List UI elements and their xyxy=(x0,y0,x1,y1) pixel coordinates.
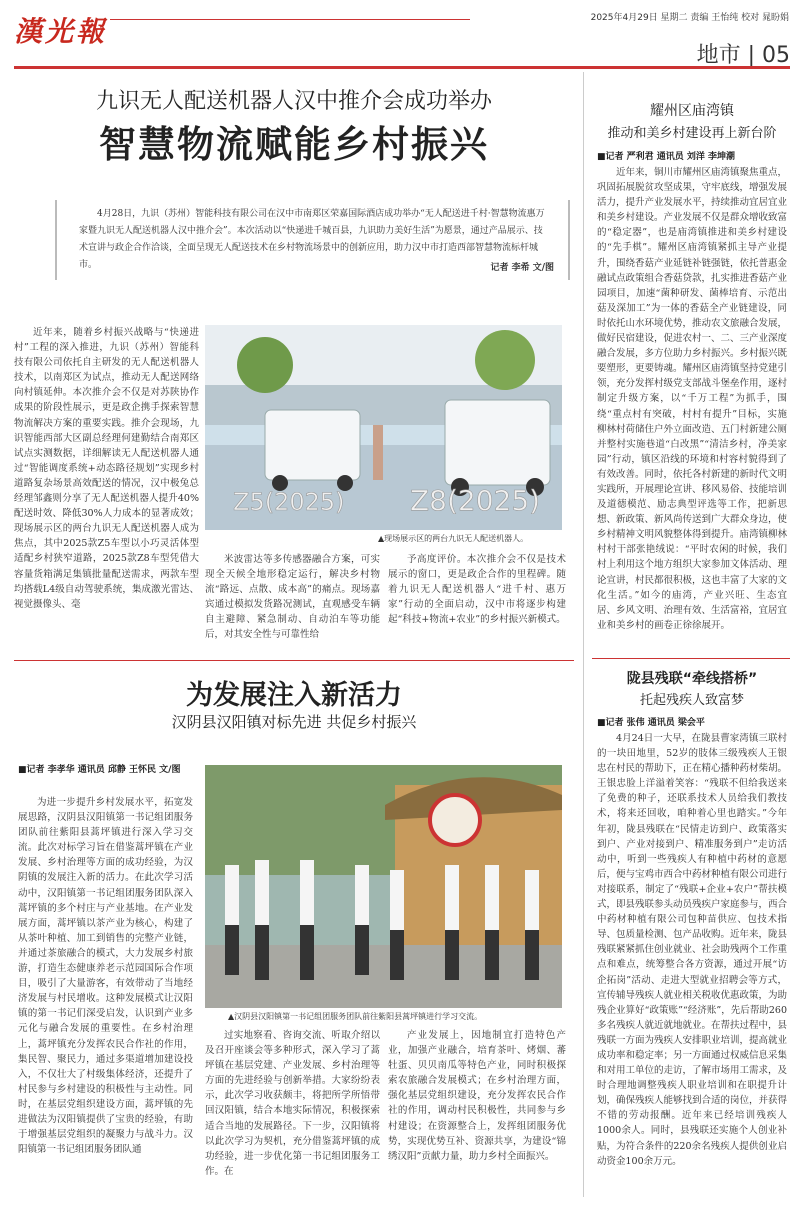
lead-byline: 记者 李希 文/图 xyxy=(490,263,554,273)
second-body-col2: 过实地察看、咨询交流、听取介绍以及召开座谈会等多种形式，深入学习了蒿坪镇在基层党建、产业发展、乡村治理等方面的先进经验与创新举措。大家纷纷表示，此次学习收获颇丰，将把所学所悟带回汉阳镇，结合本地实际情况，积极探索适合当地的发展路径。下一步，汉阳镇将以此次学习为契机，充分借鉴蒿坪镇的成功经验，进一步优化第一书记组团服务工作。在 xyxy=(205,1030,380,1177)
dateline: 2025年4月29日 星期二 责编 王怡纯 校对 晁盼娟 xyxy=(590,13,789,23)
group-visit-illustration xyxy=(205,765,562,1008)
lead-body-col2: 米波雷达等多传感器融合方案，可实现全天候全地形稳定运行，解决乡村物流“路远、点散、成本高”的痛点。现场嘉宾通过模拟发货路况测试，直观感受车辆自主避障、紧急制动、自动泊车等功能后，对其安全性与可靠性给 xyxy=(205,554,380,641)
lead-title-1: 九识无人配送机器人汉中推介会成功举办 xyxy=(95,89,492,114)
second-body-col3: 产业发展上，因地制宜打造特色产业，加强产业融合，培育茶叶、烤烟、蕃牡蛋、贝贝南瓜等特色产业，同时积极探索农旅融合发展模式；在乡村治理方面，强化基层党组织建设，充分发挥农民合作社的作用，调动村民积极性，共同参与乡村建设；在资源整合上，发挥组团服务优势，实现优势互补、资源共享，为建设“锦绣汉阳”贡献力量，助力乡村全面振兴。 xyxy=(388,1030,566,1162)
right1-title-1: 耀州区庙湾镇 xyxy=(650,103,734,119)
header-rule xyxy=(110,19,470,20)
robot-vehicles-illustration xyxy=(205,325,562,530)
lead-photo xyxy=(205,325,562,530)
right-divider xyxy=(592,658,790,659)
right1-title-2: 推动和美乡村建设再上新台阶 xyxy=(607,126,777,141)
second-photo-caption: ▲汉阴县汉阳镇第一书记组团服务团队前往紫阳县蒿坪镇进行学习交流。 xyxy=(228,1012,483,1021)
column-rule xyxy=(583,72,584,1197)
section-divider xyxy=(14,660,574,661)
lead-photo-caption: ▲现场展示区的两台九识无人配送机器人。 xyxy=(378,534,529,543)
right2-title-2: 托起残疾人致富梦 xyxy=(639,693,744,708)
section-label: 地市 | 05 xyxy=(696,43,790,68)
second-byline: ■记者 李孝华 通讯员 邱静 王怀民 文/图 xyxy=(18,765,181,775)
right2-byline: ■记者 张伟 通讯员 梁会平 xyxy=(597,718,705,728)
top-rule xyxy=(14,66,790,69)
lead-title-2: 智慧物流赋能乡村振兴 xyxy=(99,123,489,166)
right1-byline: ■记者 严利君 通讯员 刘洋 李坤潮 xyxy=(597,152,736,162)
second-body-col1: 为进一步提升乡村发展水平，拓宽发展思路，汉阴县汉阳镇第一书记组团服务团队前往紫阳县蒿坪镇进行深入学习交流。此次对标学习旨在借鉴蒿坪镇在产业发展、乡村治理等方面的成功经验，为汉阴镇的发展注入新的活力。在此次学习活动中，汉阳镇第一书记组团服务团队深入蒿坪镇的多个村庄与产业基地。在产业发展方面，蒿坪镇以茶产业为核心，构建了从茶叶种植、加工到销售的完整产业链，并通过茶旅融合的模式，大力发展乡村旅游，打造生态健康养老示范园国际合作项目，吸引了大量游客，有效带动了当地经济发展与村民增收。这种发展模式让汉阳镇的第一书记们深受启发，认识到产业多元化与融合发展的重要性。在乡村治理上，蒿坪镇充分发挥农民合作社的作用，集民智、聚民力，通过多渠道增加建设投入，不仅壮大了村级集体经济，还提升了村民参与乡村建设的积极性与主动性。同时，在基层党组织建设方面，蒿坪镇的先进做法为汉阳镇提供了宝贵的经验，有助于增强基层党组织的凝聚力与战斗力。汉阳镇第一书记组团服务团队通 xyxy=(18,797,193,1156)
lead-summary: 4月28日，九识（苏州）智能科技有限公司在汉中市南郑区荣嘉国际酒店成功举办“无人配送进千村·智慧物流惠万家暨九识无人配送机器人汉中推介会”。本次活动以“快递进千城百县，九识助力美好生活”为愿景，通过产品展示、技术宣讲与政企合作洽谈，全面呈现无人配送技术在乡村物流场景中的创新应用，助力汉中市打造西部智慧物流标杆城市。 xyxy=(79,209,545,270)
second-title: 为发展注入新活力 xyxy=(186,680,402,711)
newspaper-logo: 漢光報 xyxy=(14,15,108,48)
right1-body: 近年来，铜川市耀州区庙湾镇聚焦重点，巩固拓展脱贫攻坚成果，守牢底线，增强发展活力，提升产业发展水平，持续推动宜居宜业和美乡村建设。产业发展不仅是群众增收致富的“稳定器”，也是庙湾镇推进和美乡村建设的“先手棋”。耀州区庙湾镇紧抓主导产业提升，围绕香菇产业延链补链强链，依托普惠金融试点政策组合香菇贷款，扎实推进香菇产业园项目，加速“菌种研发、菌棒培育、示范出菇及深加工”为一体的香菇全产业链建设，同时依托山水环境优势，推动农文旅融合发展，做好民宿建设，促进农村一、二、三产业深度融合发展，多方位助力乡村振兴。乡村振兴既要塑形，更要铸魂。耀州区庙湾镇坚持党建引领，充分发挥村级党支部战斗堡垒作用，逐村制定升级方案，以“千万工程”为抓手，围绕“重点村有突破，村村有提升”目标，实施柳林村荷储住户外立面改造、五门村新建公厕并整村实施巷道“白改黑”“清洁乡村，净美家园”行动，镇区沿线的环境和村容村貌得到了有效改善。同时，依托各村新建的新时代文明实践所，开展理论宣讲、移风易俗、技能培训及道德模范、励志典型评选等工作，把新思想、新政策、新风尚传送到广大群众身边，使乡村精神文明风貌整体得到提升。庙湾镇柳林村村干部张艳绒说：“平时农闲的时候，我们村上利用这个地方组织大家参加文体活动、理论宣讲，村民都很积极，这也丰富了大家的文化生活。”如今的庙湾，产业兴旺、生态宜居、乡风文明、治理有效、生活富裕，宜居宜业和美乡村的画卷正徐徐展开。 xyxy=(597,167,788,631)
second-subtitle: 汉阴县汉阳镇对标先进 共促乡村振兴 xyxy=(171,713,417,731)
second-photo xyxy=(205,765,562,1008)
lead-summary-box xyxy=(55,200,570,280)
z8-label: Z8(2025) xyxy=(410,484,541,517)
right2-body: 4月24日一大早，在陇县曹家湾镇三联村的一块田地里，52岁的肢体三级残疾人王银忠在村民的帮助下，正在精心播种药材柴胡。王银忠脸上洋溢着笑容：“残联不但给我送来了免费的种子，还联系技术人员给我们教技术，将来还回收，咱种着心里也踏实。”今年年初，陇县残联在“民情走访到户、政策落实到户、产业对接到户、精准服务到户”走访活动中，听到一些残疾人有种植中药材的意愿后，便与宝鸡市西合中药材种植有限公司进行对接联系，制定了“残联+企业+农户”帮扶模式，即县残联参头动员残疾户家庭参与，西合中药材种植有限公司包种苗供应、包技术指导、包质量检测、包产品收购。近年来，陇县残联紧紧抓住创业就业、社会助残两个工作重点和难点，统筹整合各方资源，通过开展“访企拓岗”活动、走进大型就业招聘会等方式，宣传辅导残疾人就业相关税收优惠政策，为助残企业算好“政策账”“经济账”，先后帮助260多名残疾人就近就地就业。在帮扶过程中，县残联一方面为残疾人安排职业培训，提高就业成功率和稳定率；另一方面通过权威信息采集和对用工单位的走访，了解市场用工需求，及时合理地调整残疾人职业培训和在职提升计划，确保残疾人能够找到合适的岗位，并获得不错的劳动报酬。近年来已经培训残疾人1000余人。同时，县残联还实施个人创业补贴，为符合条件的220余名残疾人提供创业启动资金100余万元。 xyxy=(597,733,788,1167)
z5-label: Z5(2025) xyxy=(233,488,345,516)
lead-body-col3: 予高度评价。本次推介会不仅是技术展示的窗口，更是政企合作的里程碑。随着九识无人配送机器人“进千村、惠万家”行动的全面启动，汉中市将逐步构建起“科技+物流+农业”的乡村振兴新模式。 xyxy=(388,554,566,626)
lead-body-col1: 近年来，随着乡村振兴战略与“快递进村”工程的深入推进，九识（苏州）智能科技有限公司依托自主研发的无人配送机器人技术，以南郑区为试点，推动无人配送网络向村镇延伸。本次推介会不仅是对苏陕协作成果的阶段性展示，更是政企携手探索智慧物流解决方案的重要实践。推介会现场，九识智能西部大区副总经理何建勤结合南郑区试点实测数据，详细解读无人配送机器人通过“智能调度系统+动态路径规划”实现乡村道路复杂场景高效配送的情况，汉中极兔总经理邹鑫则分享了无人配送机器人提升40%配送时效、降低30%人力成本的显著成效；现场展示区的两台九识无人配送机器人成为焦点，其中2025款Z5车型以小巧灵活体型适配乡村狭窄道路，2025款Z8车型凭借大容量货箱满足集镇批量配送需求，两款车型均搭载L4级自动驾驶系统，集成激光雷达、视觉摄像头、毫 xyxy=(14,327,199,610)
right2-title-1: 陇县残联“牵线搭桥” xyxy=(626,671,758,687)
